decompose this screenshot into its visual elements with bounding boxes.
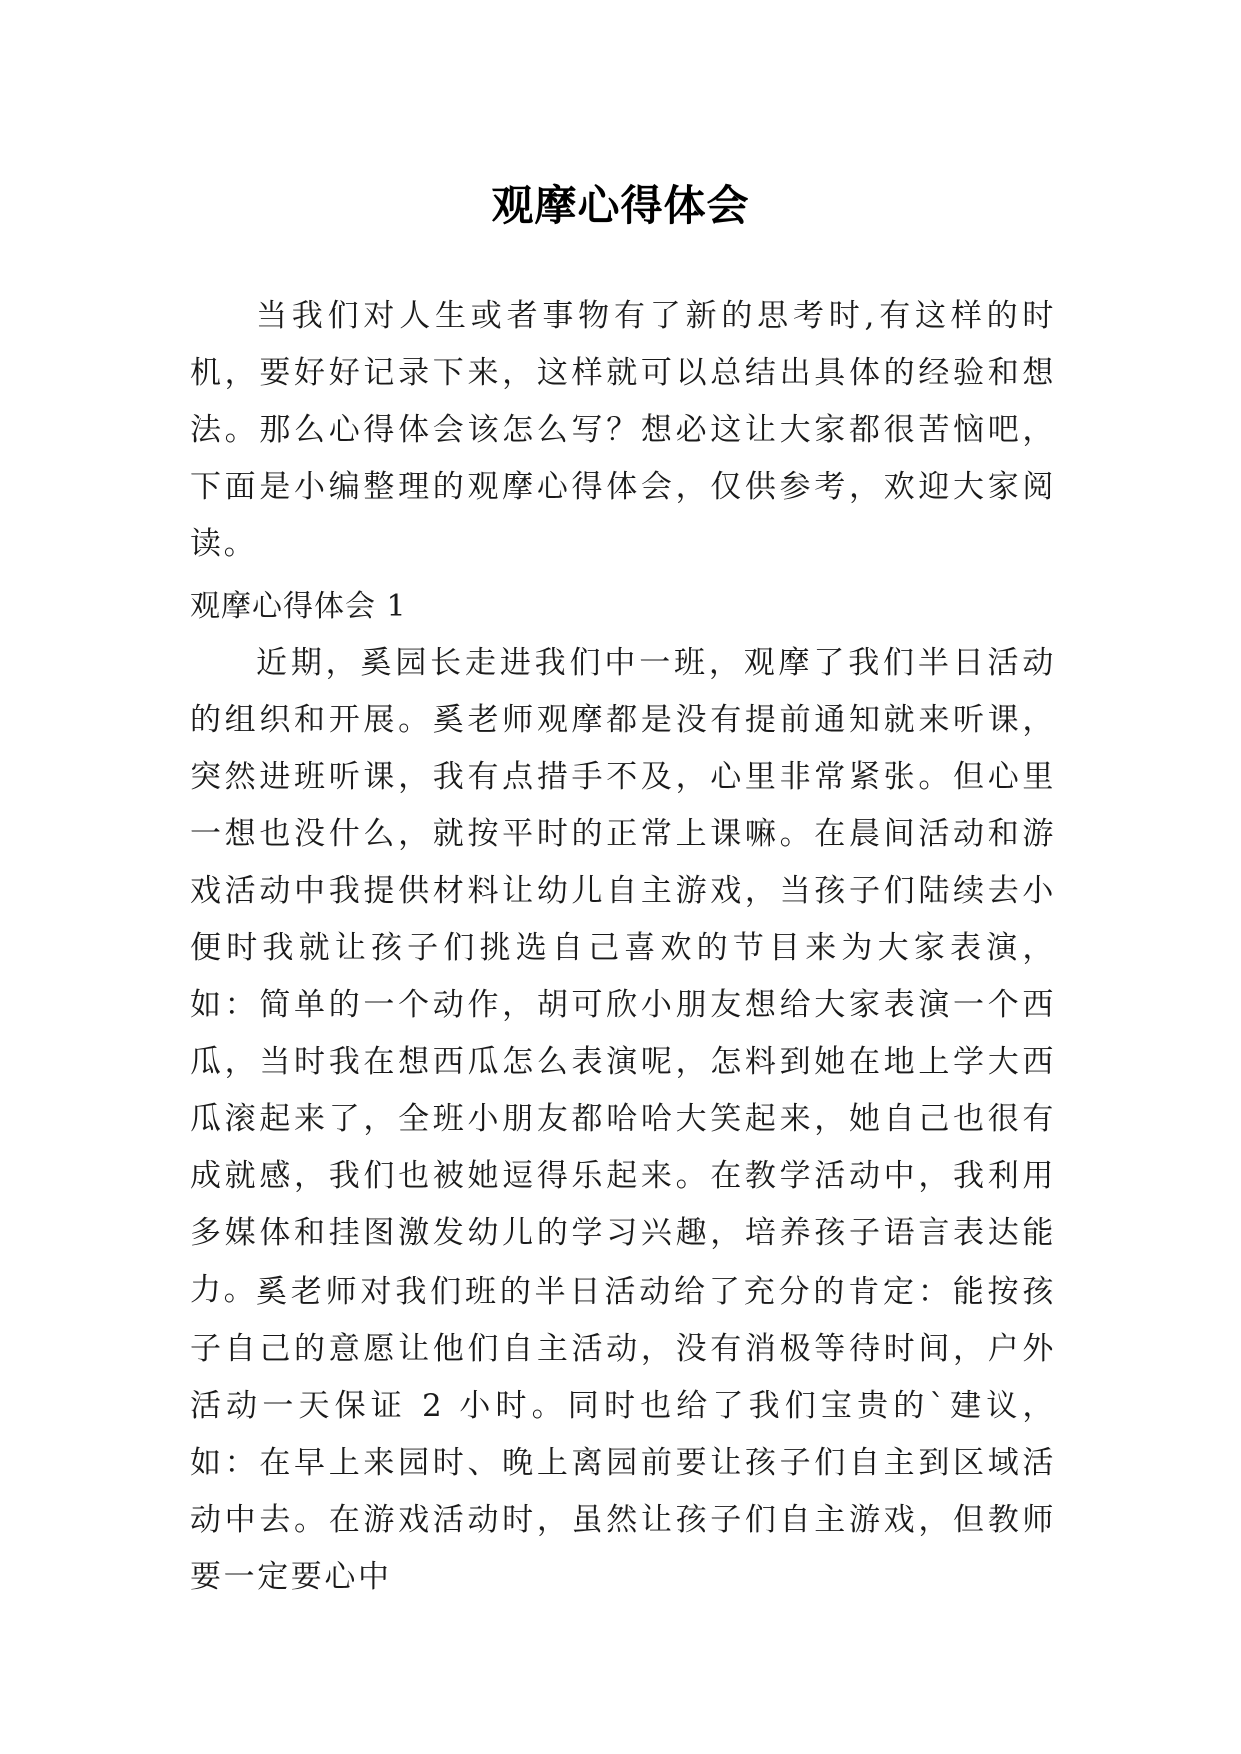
- page-title: 观摩心得体会: [491, 181, 750, 231]
- intro-paragraph: 当我们对人生或者事物有了新的思考时,有这样的时机，要好好记录下来，这样就可以总结出具体的经验和想法。那么心得体会该怎么写？想必这让大家都很苦恼吧，下面是小编整理的观摩心得体会，仅供参考，欢迎大家阅读。: [190, 298, 1056, 562]
- body-paragraph-1: 近期，奚园长走进我们中一班，观摩了我们半日活动的组织和开展。奚老师观摩都是没有提前通知就来听课，突然进班听课，我有点措手不及，心里非常紧张。但心里一想也没什么，就按平时的正常上课嘛。在晨间活动和游戏活动中我提供材料让幼儿自主游戏，当孩子们陆续去小便时我就让孩子们挑选自己喜欢的节目来为大家表演，如：简单的一个动作，胡可欣小朋友想给大家表演一个西瓜，当时我在想西瓜怎么表演呢，怎料到她在地上学大西瓜滚起来了，全班小朋友都哈哈大笑起来，她自己也很有成就感，我们也被她逗得乐起来。在教学活动中，我利用多媒体和挂图激发幼儿的学习兴趣，培养孩子语言表达能力。: [190, 645, 1056, 1308]
- body-paragraph-2: 奚老师对我们班的半日活动给了充分的肯定：能按孩子自己的意愿让他们自主活动，没有消极等待时间，户外活动一天保证 2 小时。同时也给了我们宝贵的`建议，如：在早上来园时、晚上离园前要让孩子们自主到区域活动中去。在游戏活动时，虽然让孩子们自主游戏，但教师要一定要心中: [190, 1274, 1056, 1595]
- section-heading: 观摩心得体会 1: [190, 589, 407, 624]
